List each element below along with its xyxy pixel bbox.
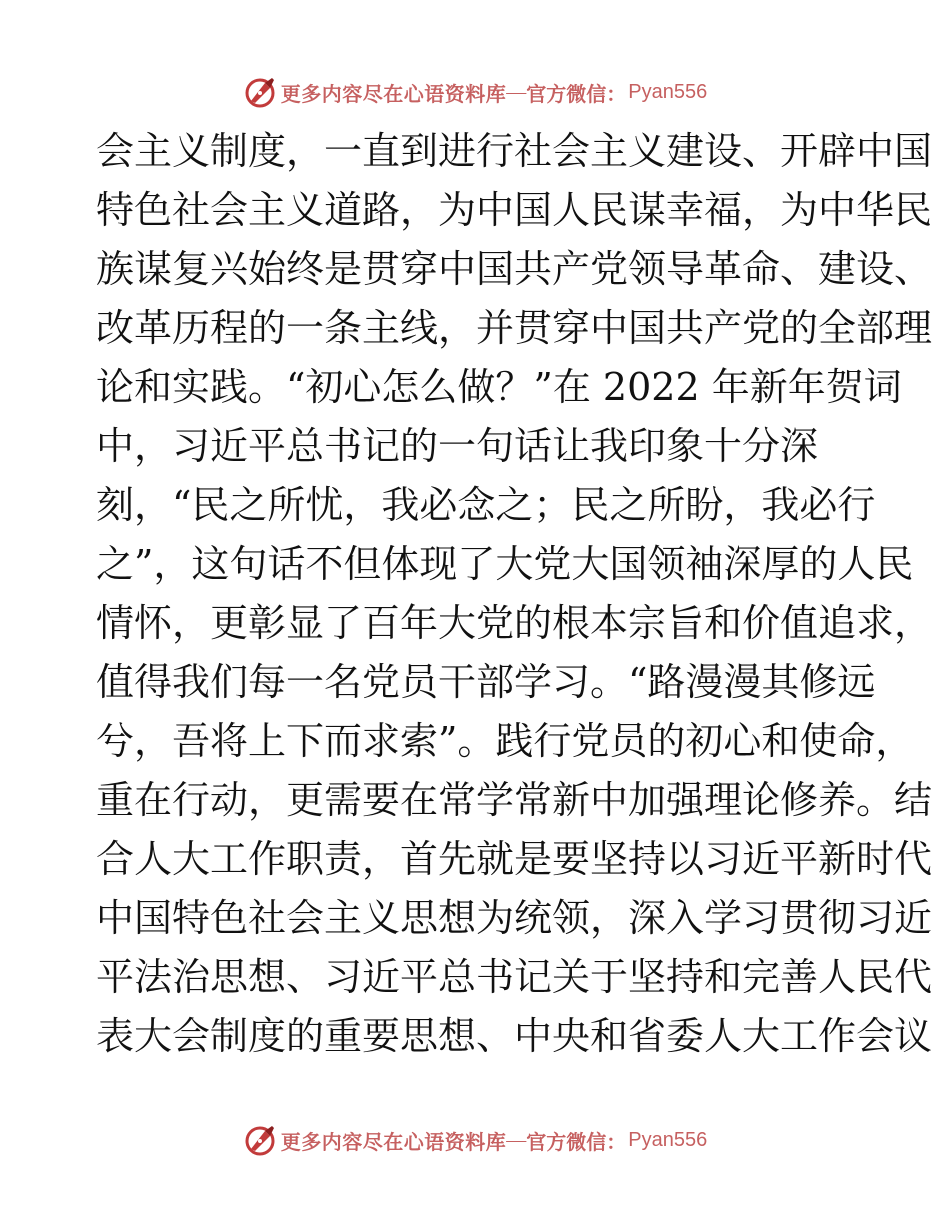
footer-brand-text: 更多内容尽在心语资料库 <box>280 1129 507 1154</box>
body-line: 平法治思想、习近平总书记关于坚持和完善人民代 <box>96 955 933 999</box>
body-line: 重在行动，更需要在常学常新中加强理论修养。结 <box>96 778 933 822</box>
body-line: 中，习近平总书记的一句话让我印象十分深 <box>96 424 819 468</box>
footer-dash: — <box>506 1128 527 1151</box>
header-dash: — <box>506 80 527 103</box>
document-body <box>96 122 933 1066</box>
body-line: 表大会制度的重要思想、中央和省委人大工作会议 <box>96 1014 933 1058</box>
body-line: 刻，“民之所忧，我必念之；民之所盼，我必行 <box>96 483 876 527</box>
header-brand-text: 更多内容尽在心语资料库 <box>280 81 507 106</box>
header-wechat-label: 官方微信： <box>526 81 627 106</box>
body-line: 情怀，更彰显了百年大党的根本宗旨和价值追求， <box>96 601 933 645</box>
body-line: 会主义制度，一直到进行社会主义建设、开辟中国 <box>96 129 933 173</box>
footer-wechat-label: 官方微信： <box>526 1129 627 1154</box>
body-line: 中国特色社会主义思想为统领，深入学习贯彻习近 <box>96 896 933 940</box>
body-line: 改革历程的一条主线，并贯穿中国共产党的全部理 <box>96 306 933 350</box>
footer-banner <box>0 1120 950 1160</box>
header-banner <box>0 72 950 112</box>
body-line: 特色社会主义道路，为中国人民谋幸福，为中华民 <box>96 188 933 232</box>
pen-nib-circle-logo-icon <box>243 75 277 109</box>
body-line: 族谋复兴始终是贯穿中国共产党领导革命、建设、 <box>96 247 933 291</box>
body-line: 兮，吾将上下而求索”。践行党员的初心和使命， <box>96 719 914 763</box>
body-line: 合人大工作职责，首先就是要坚持以习近平新时代 <box>96 837 933 881</box>
body-line: 论和实践。“初心怎么做？”在 2022 年新年贺词 <box>96 365 902 409</box>
body-line: 值得我们每一名党员干部学习。“路漫漫其修远 <box>96 660 876 704</box>
footer-wechat-handle: Pyan556 <box>628 1128 708 1151</box>
header-wechat-handle: Pyan556 <box>628 80 708 103</box>
pen-nib-circle-logo-icon <box>243 1123 277 1157</box>
body-line: 之”，这句话不但体现了大党大国领袖深厚的人民 <box>96 542 914 586</box>
